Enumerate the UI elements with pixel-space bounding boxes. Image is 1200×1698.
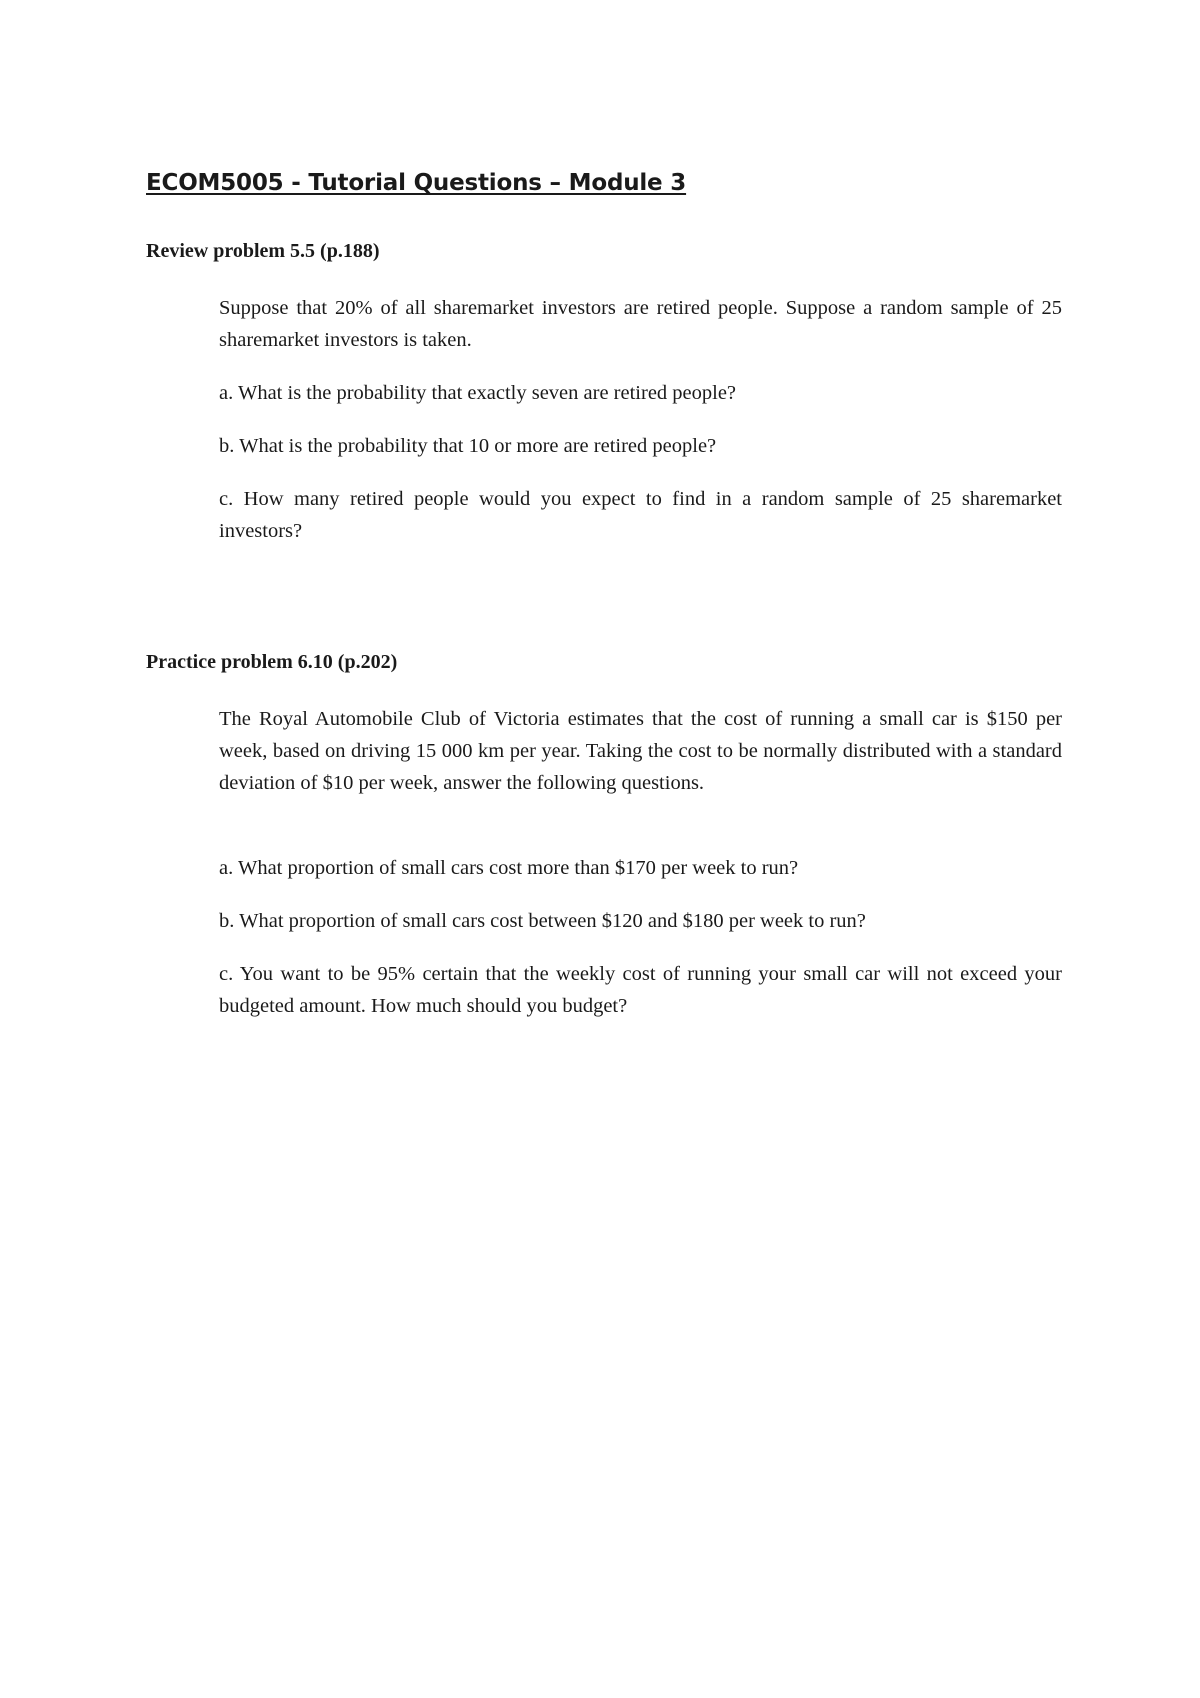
practice-problem-question-b: b. What proportion of small cars cost between $120 and $180 per week to run? [219, 910, 866, 932]
review-problem-question-c: c. How many retired people would you expect to find in a random sample of 25 sharemarket investors? [219, 488, 1062, 542]
section-heading-review-problem: Review problem 5.5 (p.188) [146, 240, 380, 262]
practice-problem-question-a: a. What proportion of small cars cost more than $170 per week to run? [219, 857, 799, 879]
practice-problem-intro: The Royal Automobile Club of Victoria estimates that the cost of running a small car is $150 per week, based on driving 15 000 km per year. Taking the cost to be normally distributed with a standard deviation of $10 per week, answer the following questions. [219, 708, 1062, 794]
review-problem-question-a: a. What is the probability that exactly seven are retired people? [219, 382, 737, 404]
review-problem-question-b: b. What is the probability that 10 or more are retired people? [219, 435, 717, 457]
section-heading-practice-problem: Practice problem 6.10 (p.202) [146, 651, 398, 673]
review-problem-intro: Suppose that 20% of all sharemarket investors are retired people. Suppose a random sample of 25 sharemarket investors is taken. [219, 297, 1062, 351]
practice-problem-question-c: c. You want to be 95% certain that the weekly cost of running your small car will not exceed your budgeted amount. How much should you budget? [219, 963, 1062, 1017]
document-title: ECOM5005 - Tutorial Questions – Module 3 [146, 170, 687, 196]
